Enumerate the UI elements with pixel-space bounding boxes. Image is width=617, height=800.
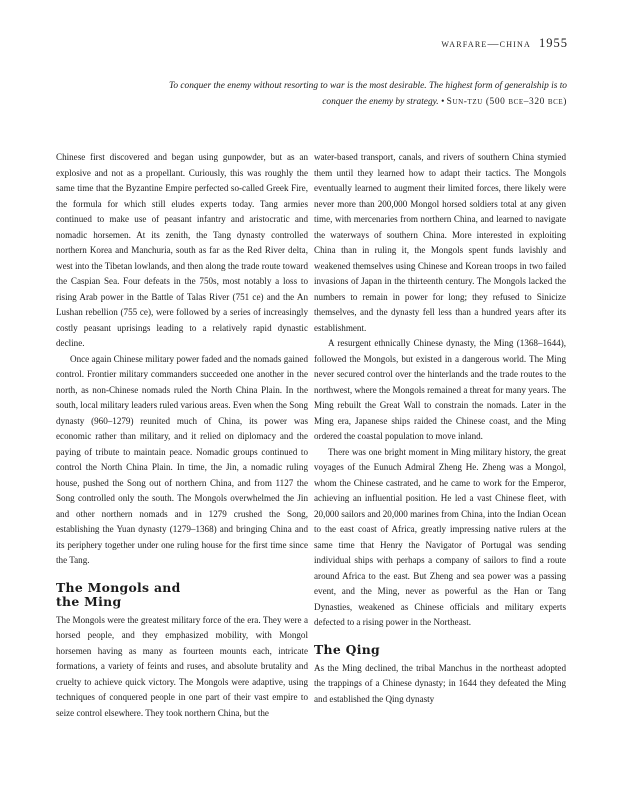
paragraph: water-based transport, canals, and rivers of southern China stymied them until they learned how to adapt their tactics. The Mongols eventually learned to augment their limited forces, there likely were never more than 200,000 Mongol horsed soldiers total at any given time, with mercenaries from northern China, and learned to navigate the waterways of southern China. More interested in exploiting China than in ruling it, the Mongols spent funds lavishly and weakened themselves using Chinese and Korean troops in two failed invasions of Japan in the thirteenth century. The Mongols lacked the numbers to remain in power for long; they refused to Sinicize themselves, and the dynasty fell less than a hundred years after its establishment. (314, 152, 566, 333)
section-heading-mongols-ming (56, 581, 308, 609)
page-number: 1955 (539, 36, 568, 50)
heading-line: The Mongols and (56, 579, 181, 595)
epigraph (150, 79, 567, 110)
paragraph: Chinese first discovered and began using gunpowder, but as an explosive and not as a propellant. Curiously, this was roughly the same time that the Byzantine Empire perfected so-called Greek Fire, the formula for which still eludes experts today. Tang armies continued to make use of peasant infantry and aristocratic and nomadic horsemen. At its zenith, the Tang dynasty controlled northern Korea and Manchuria, south as far as the Red River delta, west into the Tibetan lowlands, and then along the trade route toward the Caspian Sea. Four defeats in the 750s, most notably a loss to rising Arab power in the Battle of Talas River (751 ce) and the An Lushan rebellion (755 ce), were followed by a series of increasingly costly peasant uprisings leading to a relatively rapid dynastic decline. (56, 152, 308, 348)
section-title: warfare—china (441, 38, 531, 50)
paragraph: As the Ming declined, the tribal Manchus in the northeast adopted the trappings of a Chinese dynasty; in 1644 they defeated the Ming and established the Qing dynasty (314, 662, 566, 704)
paragraph: Once again Chinese military power faded and the nomads gained control. Frontier military commanders succeeded one another in the north, as non-Chinese nomads ruled the North China Plain. In the south, local military leaders ruled various areas. Even when the Song dynasty (960–1279) reunited much of China, its power was economic rather than military, and it relied on diplomacy and the paying of tribute to maintain peace. Nomadic groups continued to control the North China Plain. In time, the Jin, a nomadic ruling house, pushed the Song out of northern China, and from 1127 the Song controlled only the south. The Mongols overwhelmed the Jin and other northern nomads and in 1279 crushed the Song, establishing the Yuan dynasty (1279–1368) and bringing China and its periphery together under one ruling house for the first time since the Tang. (56, 353, 308, 565)
epigraph-attribution: Sun-tzu (500 bce–320 bce) (446, 96, 567, 107)
epigraph-quote: To conquer the enemy without resorting to war is the most desirable. The highest form of generalship is to conquer the enemy by strategy. (169, 81, 567, 107)
running-head (441, 36, 568, 51)
section-heading-qing: The Qing (314, 641, 380, 657)
right-column (314, 150, 566, 707)
paragraph: A resurgent ethnically Chinese dynasty, the Ming (1368–1644), followed the Mongols, but existed in a dangerous world. The Ming never secured control over the hinterlands and the trade routes to the northwest, where the Mongols remained a threat for many years. The Ming rebuilt the Great Wall to constrain the nomads. Later in the Ming era, Japanese ships raided the Chinese coast, and the Ming ordered the coastal population to move inland. (314, 338, 566, 441)
paragraph: There was one bright moment in Ming military history, the great voyages of the Eunuch Admiral Zheng He. Zheng was a Mongol, whom the Chinese castrated, and he came to work for the Emperor, achieving an influential position. He led a vast Chinese fleet, with 20,000 sailors and 20,000 marines from China, into the Indian Ocean to the east coast of Africa, greatly impressing native rulers at the same time that Henry the Navigator of Portugal was sending individual ships with perhaps a company of sailors to find a route around Africa to the east. But Zheng and sea power was a passing event, and the Ming, never as powerful as the Han or Tang Dynasties, weakened as Chinese officials and military experts defected to a rising power in the Northeast. (314, 446, 566, 627)
heading-line: the Ming (56, 593, 122, 609)
left-column (56, 150, 308, 721)
paragraph: The Mongols were the greatest military force of the era. They were a horsed people, and they emphasized mobility, with Mongol horsemen having as many as fourteen mounts each, intricate formations, a variety of feints and ruses, and absolute brutality and cruelty to achieve quick victory. The Mongols were adaptive, using techniques of conquered people in one part of their vast empire to seize control elsewhere. They took northern China, but the (56, 614, 308, 718)
epigraph-bullet: • (438, 96, 447, 107)
